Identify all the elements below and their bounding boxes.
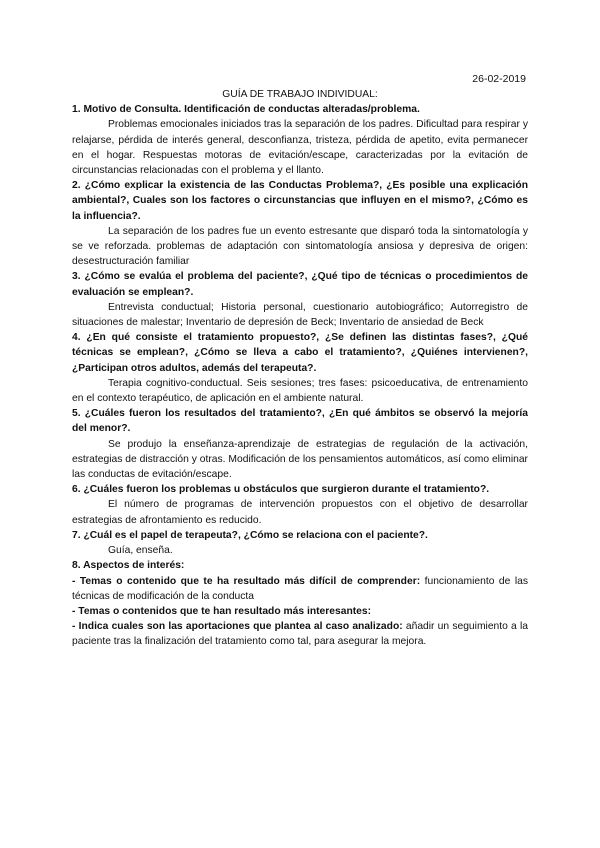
answer-7: Guía, enseña. xyxy=(108,545,173,557)
aspect-item-3-label: - Indica cuales son las aportaciones que plantea al caso analizado: xyxy=(72,621,403,633)
aspect-item-3 xyxy=(72,619,528,649)
answer-1: Problemas emocionales iniciados tras la separación de los padres. Dificultad para respirar y relajarse, pérdida de interés general, desconfianza, tristeza, pérdida de apetito, evita permanecer en el hogar. Respuestas motoras de evitación/escape, caracterizadas por la evitación de circunstancias relacionadas con el problema y el llanto. xyxy=(72,119,528,177)
aspect-item-2-label: - Temas o contenidos que te han resultado más interesantes: xyxy=(72,605,372,617)
answer-4: Terapia cognitivo-conductual. Seis sesiones; tres fases: psicoeducativa, de entrenamiento en el contexto terapéutico, de aplicación en el ambiente natural. xyxy=(72,377,528,405)
aspect-item-2 xyxy=(72,604,528,619)
answer-3: Entrevista conductual; Historia personal, cuestionario autobiográfico; Autorregistro de situaciones de malestar; Inventario de depresión de Beck; Inventario de ansiedad de Beck xyxy=(72,301,528,329)
question-3: 3. ¿Cómo se evalúa el problema del paciente?, ¿Qué tipo de técnicas o procedimientos de evaluación se emplean?. xyxy=(72,271,528,298)
question-1: 1. Motivo de Consulta. Identificación de conductas alteradas/problema. xyxy=(72,104,420,116)
document-title: GUÍA DE TRABAJO INDIVIDUAL: xyxy=(222,89,378,100)
question-2: 2. ¿Cómo explicar la existencia de las Conductas Problema?, ¿Es posible una explicación ambiental?, Cuales son los factores o circunstancias que influyen en el mismo?, ¿Cómo es la influencia?. xyxy=(72,180,528,222)
aspect-item-1-label: - Temas o contenido que te ha resultado más difícil de comprender: xyxy=(72,575,421,587)
answer-2: La separación de los padres fue un evento estresante que disparó toda la sintomatología y se ve reforzada. problemas de adaptación con sintomatología ansiosa y depresiva de origen: desestructuración familiar xyxy=(72,225,528,268)
answer-5: Se produjo la enseñanza-aprendizaje de estrategias de regulación de la activación, estrategias de distracción y otras. Modificación de los pensamientos automáticos, así como eliminar las conductas de evitación/escape. xyxy=(72,438,528,481)
document-body xyxy=(72,87,528,650)
aspect-item-3-text: añadir un seguimiento a la paciente tras la finalización del tratamiento como tal, para asegurar la mejora. xyxy=(72,621,528,648)
question-7: 7. ¿Cuál es el papel de terapeuta?, ¿Cómo se relaciona con el paciente?. xyxy=(72,529,428,541)
aspect-item-1-text: funcionamiento de las técnicas de modificación de la conducta xyxy=(72,575,528,602)
question-4: 4. ¿En qué consiste el tratamiento propuesto?, ¿Se definen las distintas fases?, ¿Qué técnicas se emplean?, ¿Cómo se lleva a cabo el tratamiento?, ¿Quiénes intervienen?, ¿Participan otros adultos, además del terapeuta?. xyxy=(72,332,528,374)
question-5: 5. ¿Cuáles fueron los resultados del tratamiento?, ¿En qué ámbitos se observó la mejoría del menor?. xyxy=(72,408,528,435)
question-6: 6. ¿Cuáles fueron los problemas u obstáculos que surgieron durante el tratamiento?. xyxy=(72,484,490,496)
answer-6: El número de programas de intervención propuestos con el objetivo de desarrollar estrategias de afrontamiento es reducido. xyxy=(72,499,528,526)
aspects-heading: 8. Aspectos de interés: xyxy=(72,560,185,572)
document-date: 26-02-2019 xyxy=(472,73,526,85)
aspect-item-1 xyxy=(72,574,528,604)
